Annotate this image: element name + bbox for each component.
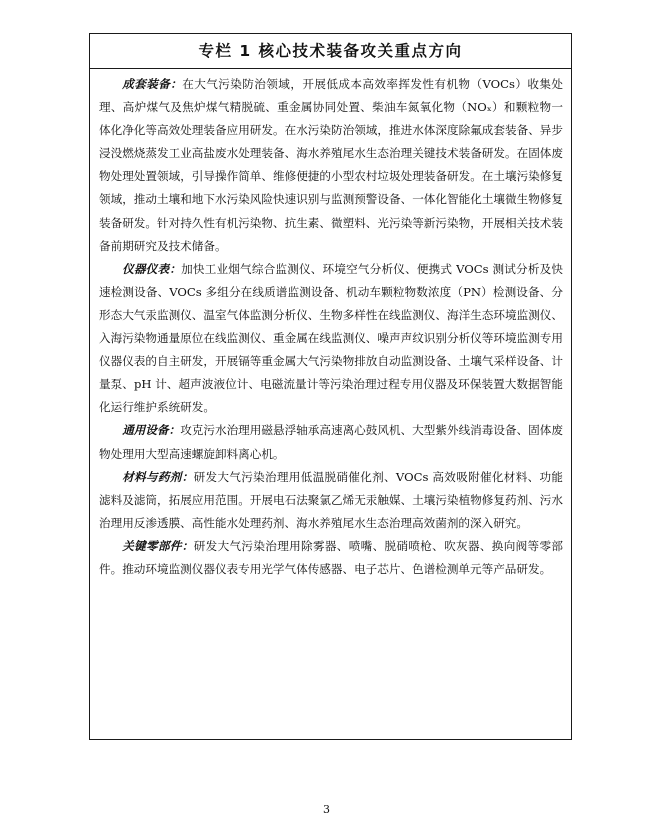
box-body bbox=[90, 69, 571, 581]
paragraph-text: 研发大气污染治理用除雾器、喷嘴、脱硝喷枪、吹灰器、换向阀等零部件。推动环境监测仪器仪表专用光学气体传感器、电子芯片、色谱检测单元等产品研发。 bbox=[99, 538, 563, 576]
paragraph-lead: 成套装备： bbox=[122, 77, 183, 91]
paragraph-text: 在大气污染防治领域，开展低成本高效率挥发性有机物（VOCs）收集处理、高炉煤气及焦炉煤气精脱硫、重金属协同处置、柴油车氮氧化物（NOₓ）和颗粒物一体化净化等高效处理装备应用研发。在水污染防治领域，推进水体深度除氟成套装备、异步浸没燃烧蒸发工业高盐废水处理装备、海水养殖尾水生态治理关键技术装备研发。在固体废物处理处置领域，引导操作简单、维修便捷的小型农村垃圾处理装备研发。在土壤污染修复领域，推动土壤和地下水污染风险快速识别与监测预警设备、一体化智能化土壤微生物修复装备研发。针对持久性有机污染物、抗生素、微塑料、光污染等新污染物，开展相关技术装备前期研究及技术储备。 bbox=[99, 77, 563, 253]
special-column-box bbox=[89, 33, 572, 740]
paragraph-text: 加快工业烟气综合监测仪、环境空气分析仪、便携式 VOCs 测试分析及快速检测设备、VOCs 多组分在线质谱监测设备、机动车颗粒物数浓度（PN）检测设备、分形态大气汞监测仪、温室气体监测分析仪、生物多样性在线监测仪、海洋生态环境监测仪、入海污染物通量原位在线监测仪、重金属在线监测仪、噪声声纹识别分析仪等环境监测专用仪器仪表的自主研发，开展镉等重金属大气污染物排放自动监测设备、土壤气采样设备、计量泵、pH 计、超声波液位计、电磁流量计等污染治理过程专用仪器及环保装置大数据智能化运行维护系统研发。 bbox=[99, 261, 563, 415]
paragraph-lead: 通用设备： bbox=[122, 423, 181, 438]
paragraph-materials bbox=[99, 466, 563, 535]
paragraph-key-components bbox=[99, 535, 563, 581]
paragraph-text: 研发大气污染治理用低温脱硝催化剂、VOCs 高效吸附催化材料、功能滤料及滤筒，拓展应用范围。开展电石法聚氯乙烯无汞触媒、土壤污染植物修复药剂、污水治理用反渗透膜、高性能水处理药剂、海水养殖尾水生态治理高效菌剂的深入研究。 bbox=[99, 469, 563, 530]
box-title: 专栏 1 核心技术装备攻关重点方向 bbox=[90, 34, 571, 69]
paragraph-text: 攻克污水治理用磁悬浮轴承高速离心鼓风机、大型紫外线消毒设备、固体废物处理用大型高速螺旋卸料离心机。 bbox=[99, 423, 563, 461]
paragraph-complete-equipment bbox=[99, 73, 563, 258]
page-number: 3 bbox=[323, 803, 330, 816]
paragraph-lead: 仪器仪表： bbox=[122, 261, 182, 276]
paragraph-general-equipment bbox=[99, 419, 563, 465]
paragraph-lead: 关键零部件： bbox=[122, 538, 194, 553]
paragraph-instruments bbox=[99, 258, 563, 420]
paragraph-lead: 材料与药剂： bbox=[122, 469, 194, 484]
